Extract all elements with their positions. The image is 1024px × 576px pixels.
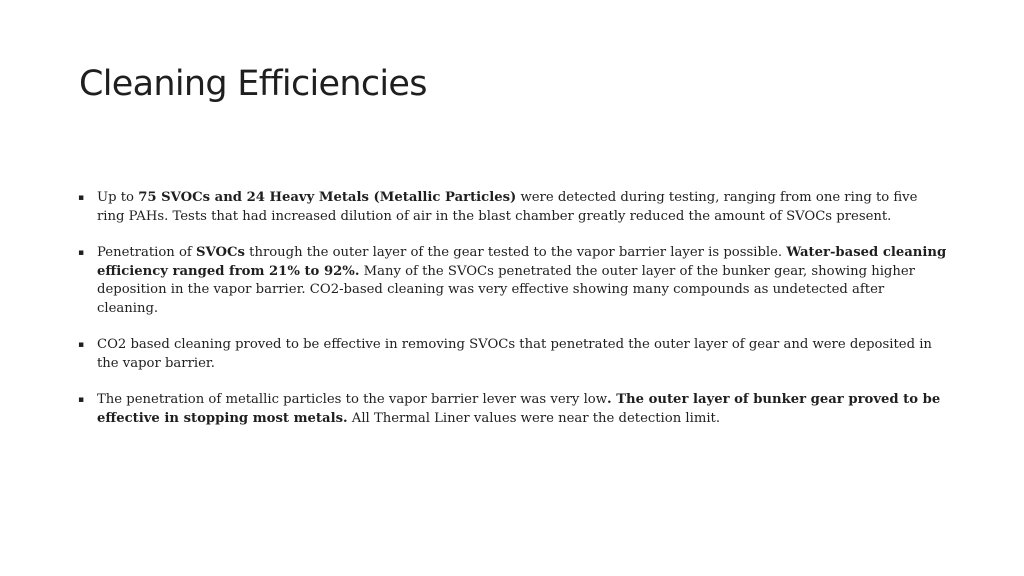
bullet-item: [78, 244, 948, 318]
slide-title: Cleaning Efficiencies: [79, 64, 427, 104]
bullet-segment: Up to: [97, 190, 139, 205]
bullet-text: [97, 392, 940, 426]
bullet-marker-icon: ▪: [78, 395, 85, 405]
bullet-segment: were detected during testing, ranging from one ring to five ring PAHs. Tests that had increased dilution of air in the blast chamber greatly reduced the amount of SVOCs present.: [97, 190, 918, 224]
bullet-marker-icon: ▪: [78, 340, 85, 350]
bullet-segment: The penetration of metallic particles to the vapor barrier lever was very low: [97, 392, 608, 407]
bullet-bold-segment: SVOCs: [196, 245, 245, 260]
bullet-item: [78, 189, 948, 226]
bullet-item: [78, 391, 948, 428]
bullet-text: [97, 245, 946, 316]
bullet-segment: Penetration of: [97, 245, 197, 260]
bullet-bold-segment: Water-based cleaning efficiency ranged from 21% to 92%.: [97, 245, 947, 279]
bullet-item: [78, 336, 948, 373]
bullet-marker-icon: ▪: [78, 248, 85, 258]
bullet-segment: Many of the SVOCs penetrated the outer layer of the bunker gear, showing higher deposition in the vapor barrier. CO2-based cleaning was very effective showing many compounds as undetected after cleaning.: [97, 263, 915, 316]
bullet-segment: CO2 based cleaning proved to be effective in removing SVOCs that penetrated the outer layer of gear and were deposited in the vapor barrier.: [97, 337, 932, 371]
bullet-bold-segment: . The outer layer of bunker gear proved to be effective in stopping most metals.: [97, 392, 941, 426]
bullet-text: [97, 190, 917, 224]
bullet-segment: through the outer layer of the gear tested to the vapor barrier layer is possible.: [244, 245, 787, 260]
bullet-segment: All Thermal Liner values were near the detection limit.: [347, 410, 721, 426]
bullet-list: [78, 189, 948, 446]
bullet-marker-icon: ▪: [78, 193, 85, 203]
bullet-bold-segment: 75 SVOCs and 24 Heavy Metals (Metallic Particles): [138, 190, 517, 205]
bullet-text: [97, 337, 932, 371]
